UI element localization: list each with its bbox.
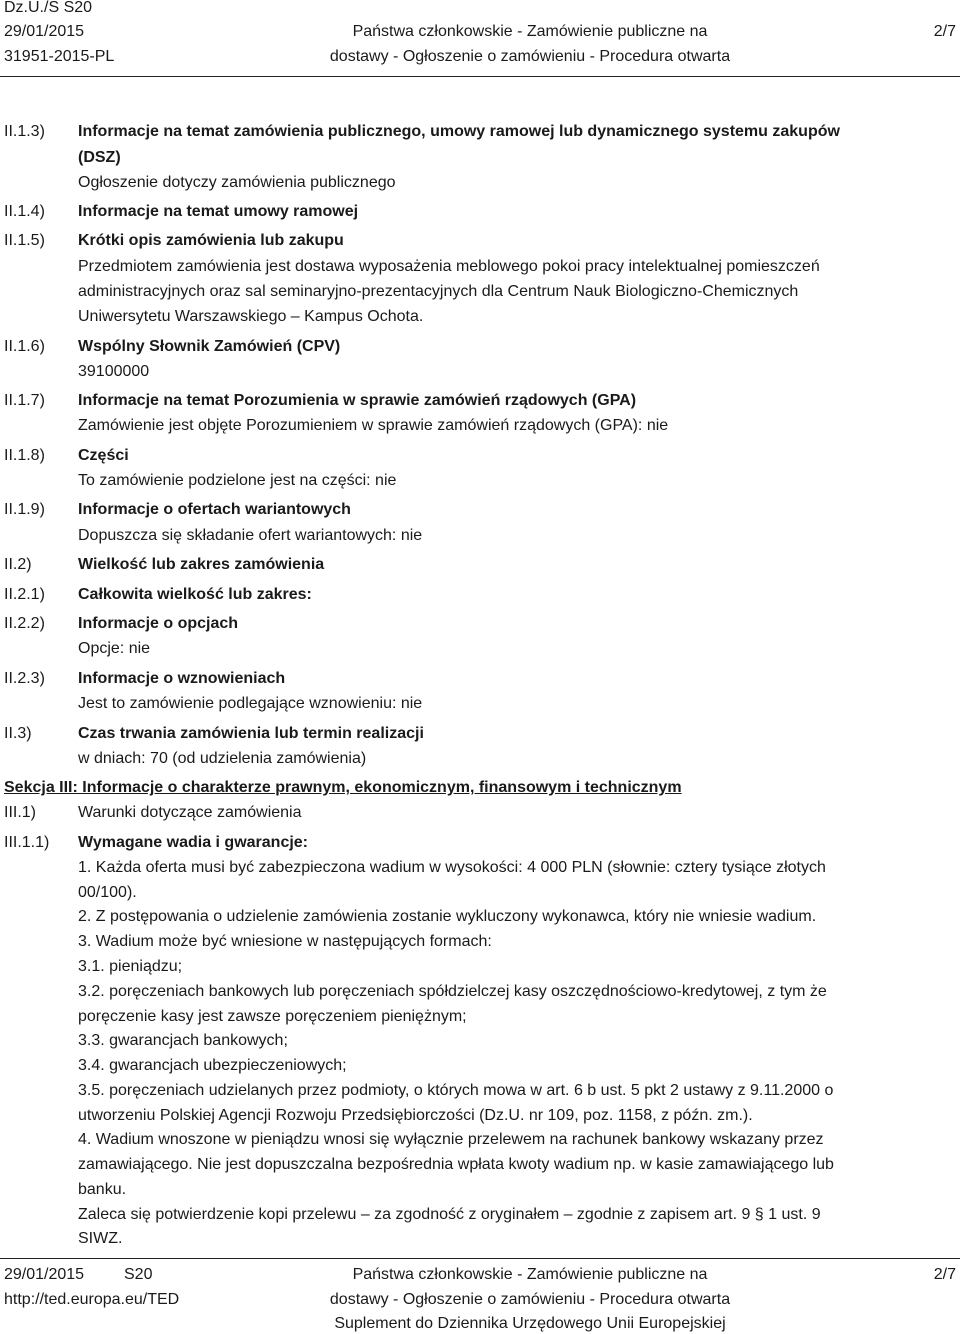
header-title-line2: dostawy - Ogłoszenie o zamówieniu - Procedura otwarta (329, 48, 731, 65)
section-value: Opcje: nie (78, 640, 151, 657)
guarantee-line: poręczenie kasy jest zawsze poręczeniem pieniężnym; (78, 1008, 467, 1025)
section-heading: Wymagane wadia i gwarancje: (78, 834, 309, 851)
guarantee-line: 2. Z postępowania o udzielenie zamówienia zostanie wykluczony wykonawca, który nie wniesie wadium. (78, 908, 817, 925)
footer-page-number: 2/7 (933, 1266, 956, 1283)
section-heading: Całkowita wielkość lub zakres: (78, 586, 312, 603)
section-heading: Krótki opis zamówienia lub zakupu (78, 232, 344, 249)
guarantee-line: Zaleca się potwierdzenie kopi przelewu – za zgodność z oryginałem – zgodnie z zapisem art. 9 § 1 ust. 9 (78, 1206, 821, 1223)
header-title-line1: Państwa członkowskie - Zamówienie publiczne na (352, 23, 708, 40)
section-number: II.2) (4, 556, 32, 573)
section-heading: Wielkość lub zakres zamówienia (78, 556, 325, 573)
section-value: To zamówienie podzielone jest na części: nie (78, 472, 397, 489)
section-value: w dniach: 70 (od udzielenia zamówienia) (78, 750, 367, 767)
section-heading: Informacje na temat umowy ramowej (78, 203, 359, 220)
section-number: II.1.9) (4, 501, 45, 518)
section-number: III.1.1) (4, 834, 50, 851)
guarantee-line: 3.3. gwarancjach bankowych; (78, 1032, 288, 1049)
section-value: Przedmiotem zamówienia jest dostawa wyposażenia meblowego pokoi pracy intelektualnej pomieszczeń (78, 258, 820, 275)
section-number: II.2.1) (4, 586, 45, 603)
section-number: II.1.8) (4, 447, 45, 464)
section-value: Ogłoszenie dotyczy zamówienia publicznego (78, 174, 396, 191)
section-iii-title: Sekcja III: Informacje o charakterze prawnym, ekonomicznym, finansowym i technicznym (4, 779, 682, 796)
footer-divider (0, 1258, 960, 1259)
section-number: II.1.7) (4, 392, 45, 409)
guarantee-line: 4. Wadium wnoszone w pieniądzu wnosi się wyłącznie przelewem na rachunek bankowy wskazany przez (78, 1131, 824, 1148)
section-heading: Informacje na temat Porozumienia w sprawie zamówień rządowych (GPA) (78, 392, 637, 409)
section-heading-cont: (DSZ) (78, 149, 121, 166)
guarantee-line: zamawiającego. Nie jest dopuszczalna bezpośrednia wpłata kwoty wadium np. w kasie zamawiającego lub (78, 1156, 834, 1173)
section-value: Dopuszcza się składanie ofert wariantowych: nie (78, 527, 423, 544)
section-number: II.3) (4, 725, 32, 742)
guarantee-line: 3.5. poręczeniach udzielanych przez podmioty, o których mowa w art. 6 b ust. 5 pkt 2 ustawy z 9.11.2000 o (78, 1082, 834, 1099)
section-value: Zamówienie jest objęte Porozumieniem w sprawie zamówień rządowych (GPA): nie (78, 417, 669, 434)
section-heading: Części (78, 447, 129, 464)
cpv-code: 39100000 (78, 363, 150, 380)
guarantee-line: 3.1. pieniądzu; (78, 958, 183, 975)
guarantee-line: 3.2. poręczeniach bankowych lub poręczeniach spółdzielczej kasy oszczędnościowo-kredytowej, z tym że (78, 983, 827, 1000)
section-heading: Czas trwania zamówienia lub termin realizacji (78, 725, 424, 742)
section-number: III.1) (4, 804, 37, 821)
section-number: II.1.4) (4, 203, 45, 220)
section-value: Uniwersytetu Warszawskiego – Kampus Ochota. (78, 308, 424, 325)
footer-supplement: Suplement do Dziennika Urzędowego Unii Europejskiej (334, 1315, 726, 1332)
guarantee-line: 3.4. gwarancjach ubezpieczeniowych; (78, 1057, 347, 1074)
notice-number: 31951-2015-PL (4, 48, 115, 65)
section-value: administracyjnych oraz sal seminaryjno-prezentacyjnych dla Centrum Nauk Biologiczno-Chemicznych (78, 283, 799, 300)
section-number: II.1.3) (4, 123, 45, 140)
section-number: II.1.5) (4, 232, 45, 249)
header-divider (0, 76, 960, 77)
section-heading: Informacje o wznowieniach (78, 670, 286, 687)
guarantee-line: 00/100). (78, 884, 137, 901)
guarantee-line: 3. Wadium może być wniesione w następujących formach: (78, 933, 492, 950)
footer-url: http://ted.europa.eu/TED (4, 1291, 180, 1308)
header-date: 29/01/2015 (4, 23, 85, 40)
footer-title-line1: Państwa członkowskie - Zamówienie publiczne na (352, 1266, 708, 1283)
footer-date: 29/01/2015 (4, 1266, 85, 1283)
section-number: II.1.6) (4, 338, 45, 355)
section-number: II.2.3) (4, 670, 45, 687)
guarantee-line: banku. (78, 1181, 127, 1198)
footer-code: S20 (124, 1266, 153, 1283)
guarantee-line: utworzeniu Polskiej Agencji Rozwoju Przedsiębiorczości (Dz.U. nr 109, poz. 1158, z późn. zm.). (78, 1107, 753, 1124)
section-heading: Informacje o opcjach (78, 615, 239, 632)
section-value: Jest to zamówienie podlegające wznowieniu: nie (78, 695, 423, 712)
section-heading: Wspólny Słownik Zamówień (CPV) (78, 338, 341, 355)
guarantee-line: SIWZ. (78, 1230, 123, 1247)
header-page-number: 2/7 (933, 23, 956, 40)
journal-ref: Dz.U./S S20 (4, 0, 93, 16)
subsection-title: Warunki dotyczące zamówienia (78, 804, 302, 821)
section-number: II.2.2) (4, 615, 45, 632)
section-heading: Informacje o ofertach wariantowych (78, 501, 351, 518)
guarantee-line: 1. Każda oferta musi być zabezpieczona wadium w wysokości: 4 000 PLN (słownie: cztery tysiące złotych (78, 859, 826, 876)
section-heading: Informacje na temat zamówienia publicznego, umowy ramowej lub dynamicznego systemu zakupów (78, 123, 840, 140)
footer-title-line2: dostawy - Ogłoszenie o zamówieniu - Procedura otwarta (329, 1291, 731, 1308)
